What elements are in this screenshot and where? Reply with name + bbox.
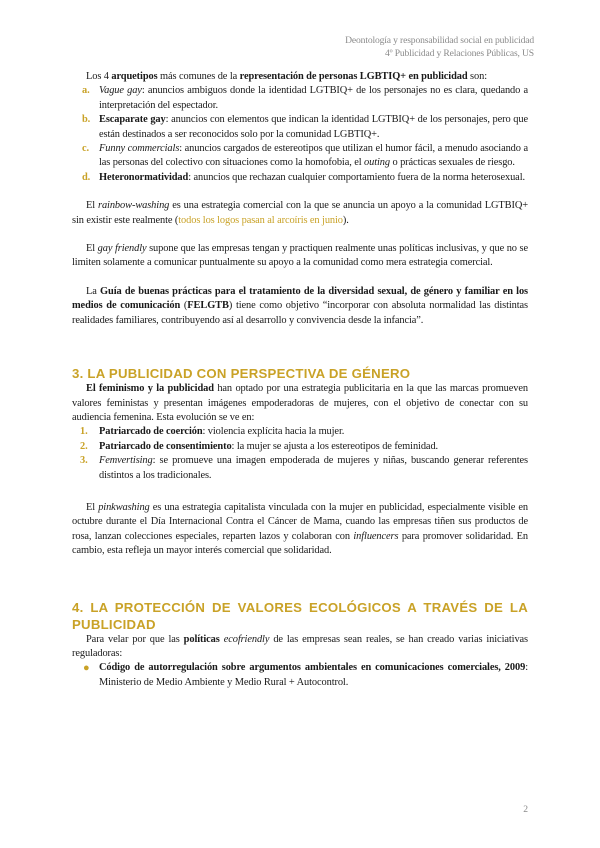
- list-marker: 1.: [80, 426, 88, 438]
- list-item: 3. Femvertising: se promueve una imagen empoderada de mujeres y niñas, buscando generar referentes distintos a los tradicionales.: [80, 455, 528, 481]
- pinkwashing-paragraph: El pinkwashing es una estrategia capitalista vinculada con la mujer en publicidad, especialmente visible en octubre durante el Día Internacional Contra el Cáncer de Mama, cuando las empresas tiñen sus productos de rosa, lanzan colecciones especiales, reparten lazos y colaboran con influencers para promover solidaridad. En cambio, esta refleja un mayor interés comercial que solidaridad.: [72, 501, 528, 557]
- section-4-intro: Para velar por que las políticas ecofriendly de las empresas sean reales, se han creado varias iniciativas reguladoras:: [72, 633, 528, 659]
- list-item: d. Heteronormatividad: anuncios que rechazan cualquier comportamiento fuera de la norma heterosexual.: [72, 171, 528, 185]
- list-item: 2. Patriarcado de consentimiento: la mujer se ajusta a los estereotipos de feminidad.: [72, 440, 528, 454]
- patriarchy-list: [72, 425, 528, 483]
- regulation-list: [72, 661, 528, 690]
- archetypes-intro: Los 4 arquetipos más comunes de la representación de personas LGBTIQ+ en publicidad son:: [86, 71, 487, 82]
- list-marker: 3.: [80, 455, 88, 467]
- list-marker: c.: [82, 143, 90, 155]
- header-degree: 4º Publicidad y Relaciones Públicas, US: [384, 48, 534, 59]
- guide-paragraph: La Guía de buenas prácticas para el tratamiento de la diversidad sexual, de género y familiar en los medios de comunicación (FELGTB) tiene como objetivo “incorporar con absoluta normalidad las distintas realidades familiares, contribuyendo así al desarrollo y convivencia desde la infancia”.: [72, 285, 528, 326]
- section-3-intro: El feminismo y la publicidad han optado por una estrategia publicitaria en la que las marcas promueven valores feministas y presentan imágenes empoderadoras de mujeres, con el objetivo de conectar con su audiencia femenina. Esta evolución se ve en:: [72, 383, 528, 423]
- list-item: a. Vague gay: anuncios ambiguos donde la identidad LGTBIQ+ de los personajes no es clara, quedando a interpretación del espectador.: [82, 85, 528, 111]
- section-4-heading: 4. LA PROTECCIÓN DE VALORES ECOLÓGICOS A TRAVÉS DE LA PUBLICIDAD: [72, 599, 528, 632]
- list-item: c. Funny commercials: anuncios cargados de estereotipos que utilizan el humor fácil, a menudo asociando a las personas del colectivo con situaciones como la homofobia, el outing o prácticas sexuales de riesgo.: [82, 143, 528, 169]
- rainbow-washing-paragraph: El rainbow-washing es una estrategia comercial con la que se anuncia un apoyo a la comunidad LGTBIQ+ sin existir este realmente (todos los logos pasan al arcoíris en junio).: [72, 200, 528, 226]
- bullet-icon: ●: [83, 662, 90, 675]
- list-item: ● Código de autorregulación sobre argumentos ambientales en comunicaciones comerciales, 2009: Ministerio de Medio Ambiente y Medio Rural + Autocontrol.: [83, 662, 528, 688]
- list-item: 1. Patriarcado de coerción: violencia explícita hacia la mujer.: [72, 425, 528, 439]
- list-marker: a.: [82, 85, 90, 97]
- highlighted-note: todos los logos pasan al arcoíris en junio: [178, 214, 343, 226]
- gay-friendly-paragraph: El gay friendly supone que las empresas tengan y practiquen realmente unas políticas inclusivas, y que no se limiten solamente a comunicar puntualmente su apoyo a la comunidad como mera estrategia comercial.: [72, 243, 528, 269]
- header-course-title: Deontología y responsabilidad social en publicidad: [345, 35, 534, 46]
- archetypes-list: [72, 84, 528, 185]
- page-number: 2: [523, 804, 528, 815]
- page-content: [72, 70, 528, 690]
- list-marker: b.: [82, 114, 91, 126]
- list-marker: d.: [82, 171, 91, 183]
- section-3-heading: 3. LA PUBLICIDAD CON PERSPECTIVA DE GÉNERO: [72, 366, 411, 382]
- list-item: b. Escaparate gay: anuncios con elementos que indican la identidad LGTBIQ+ de los personajes, pero que están destinados a ser reconocidos solo por la comunidad LGBTIQ+.: [82, 114, 528, 140]
- list-marker: 2.: [80, 440, 88, 452]
- page-header: [345, 34, 534, 60]
